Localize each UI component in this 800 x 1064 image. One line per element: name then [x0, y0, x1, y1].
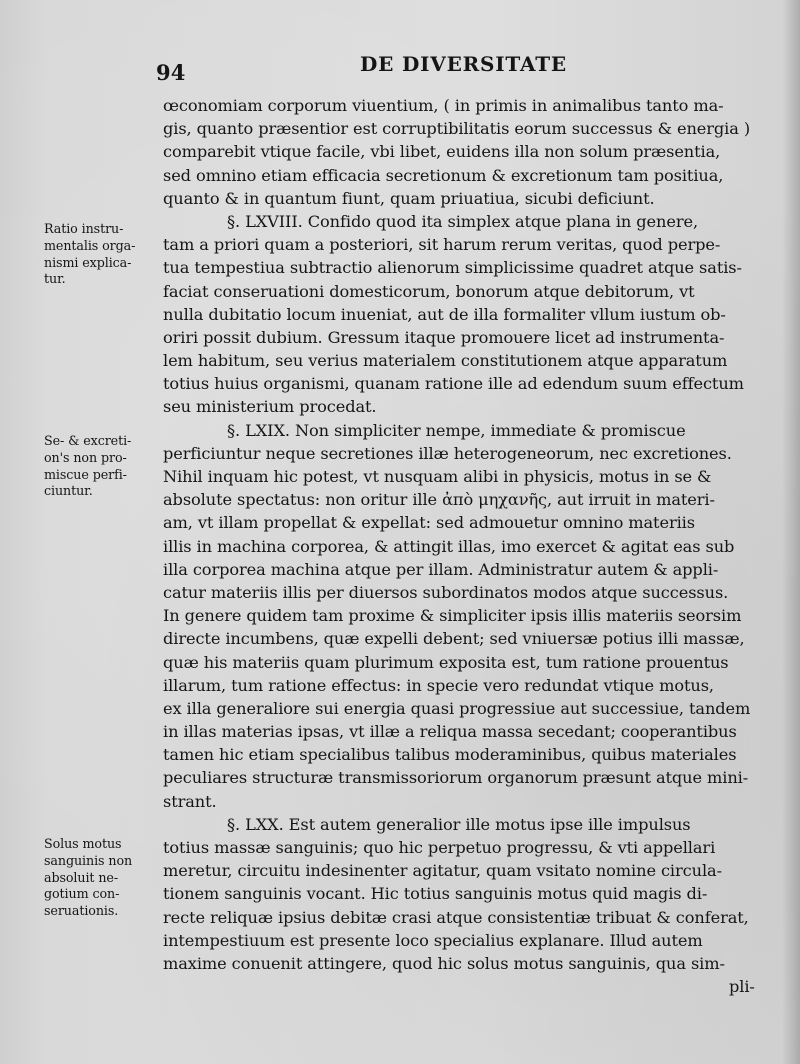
body-line: comparebit vtique facile, vbi libet, euidens illa non solum præsentia,	[163, 142, 721, 162]
catchword: pli-	[729, 977, 755, 997]
margin-note-solus-motus	[44, 836, 164, 920]
body-line: absolute spectatus: non oritur ille ἀπὸ μηχανῆς, aut irruit in materi-	[163, 490, 715, 510]
body-line: strant.	[163, 791, 217, 811]
margin-note-line: absoluit ne-	[44, 869, 119, 885]
body-line: tamen hic etiam specialibus talibus moderaminibus, quibus materiales	[163, 745, 737, 765]
margin-note-line: Ratio instru-	[44, 221, 124, 236]
body-line: lem habitum, seu verius materialem constitutionem atque apparatum	[163, 351, 728, 371]
body-line: tionem sanguinis vocant. Hic totius sanguinis motus quid magis di-	[163, 884, 708, 904]
body-line: meretur, circuitu indesinenter agitatur, quam vsitato nomine circula-	[163, 861, 722, 881]
body-line: peculiares structuræ transmissoriorum organorum præsunt atque mini-	[163, 768, 749, 788]
margin-note-line: mentalis orga-	[44, 237, 136, 253]
margin-note-line: ciuntur.	[44, 483, 93, 499]
body-line: illarum, tum ratione effectus: in specie vero redundat vtique motus,	[163, 675, 714, 695]
body-line: catur materiis illis per diuersos subordinatos modos atque successus.	[163, 582, 729, 602]
page-header	[0, 50, 800, 85]
body-line: perficiuntur neque secretiones illæ heterogeneorum, nec excretiones.	[163, 443, 732, 463]
body-line: ex illa generaliore sui energia quasi progressiue aut successiue, tandem	[163, 698, 751, 718]
body-line: seu ministerium procedat.	[163, 397, 377, 417]
body-line: totius huius organismi, quanam ratione ille ad edendum suum effectum	[163, 374, 744, 394]
margin-note-line: seruationis.	[44, 903, 119, 919]
page-number: 94	[156, 60, 186, 85]
body-line: quanto & in quantum fiunt, quam priuatiua, sicubi deficiunt.	[163, 188, 655, 208]
margin-note-line: sanguinis non	[44, 852, 133, 868]
body-line: tua tempestiua subtractio alienorum simplicissime quadret atque satis-	[163, 258, 742, 278]
body-line: In genere quidem tam proxime & simpliciter ipsis illis materiis seorsim	[163, 606, 742, 626]
margin-note-secretions	[44, 433, 164, 500]
body-line: illis in machina corporea, & attingit illas, imo exercet & agitat eas sub	[163, 536, 735, 556]
margin-note-line: Se- & excreti-	[44, 433, 132, 448]
body-text	[163, 94, 776, 998]
body-line: oriri possit dubium. Gressum itaque promouere licet ad instrumenta-	[163, 327, 725, 347]
margin-note-line: on's non pro-	[44, 449, 127, 465]
running-title: DE DIVERSITATE	[360, 52, 567, 76]
margin-note-line: Solus motus	[44, 836, 122, 851]
body-line: sed omnino etiam efficacia secretionum & excretionum tam positiua,	[163, 165, 724, 185]
body-line: faciat conseruationi domesticorum, bonorum atque debitorum, vt	[163, 281, 695, 301]
margin-note-line: tur.	[44, 271, 66, 287]
body-line: Nihil inquam hic potest, vt nusquam alibi in physicis, motus in se &	[163, 467, 712, 486]
section-heading-line: §. LXIX. Non simpliciter nempe, immediate & promiscue	[227, 420, 686, 440]
margin-note-line: gotium con-	[44, 886, 120, 902]
body-line: gis, quanto præsentior est corruptibilitatis eorum successus & energia )	[163, 119, 751, 139]
section-heading-line: §. LXX. Est autem generalior ille motus ipse ille impulsus	[227, 814, 691, 834]
margin-note-ratio	[44, 221, 164, 288]
page-edge-shadow	[782, 0, 800, 1064]
body-line: in illas materias ipsas, vt illæ a reliqua massa secedant; cooperantibus	[163, 722, 737, 742]
body-line: maxime conuenit attingere, quod hic solus motus sanguinis, qua sim-	[163, 953, 725, 973]
body-line: totius massæ sanguinis; quo hic perpetuo progressu, & vti appellari	[163, 838, 716, 857]
margin-note-line: nismi explica-	[44, 254, 132, 270]
body-line: tam a priori quam a posteriori, sit harum rerum veritas, quod perpe-	[163, 235, 721, 255]
body-line: quæ his materiis quam plurimum exposita est, tum ratione prouentus	[163, 652, 729, 672]
body-line: illa corporea machina atque per illam. Administratur autem & appli-	[163, 559, 719, 579]
section-heading-line: §. LXVIII. Confido quod ita simplex atque plana in genere,	[227, 211, 698, 231]
body-line: nulla dubitatio locum inueniat, aut de illa formaliter vllum iustum ob-	[163, 304, 726, 324]
body-line: intempestiuum est presente loco specialius explanare. Illud autem	[163, 930, 703, 950]
body-line: recte reliquæ ipsius debitæ crasi atque consistentiæ tribuat & conferat,	[163, 907, 749, 927]
body-line: am, vt illam propellat & expellat: sed admouetur omnino materiis	[163, 513, 695, 533]
body-line: œconomiam corporum viuentium, ( in primis in animalibus tanto ma-	[163, 96, 724, 115]
margin-note-line: miscue perfi-	[44, 466, 127, 482]
body-line: directe incumbens, quæ expelli debent; sed vniuersæ potius illi massæ,	[163, 629, 745, 649]
